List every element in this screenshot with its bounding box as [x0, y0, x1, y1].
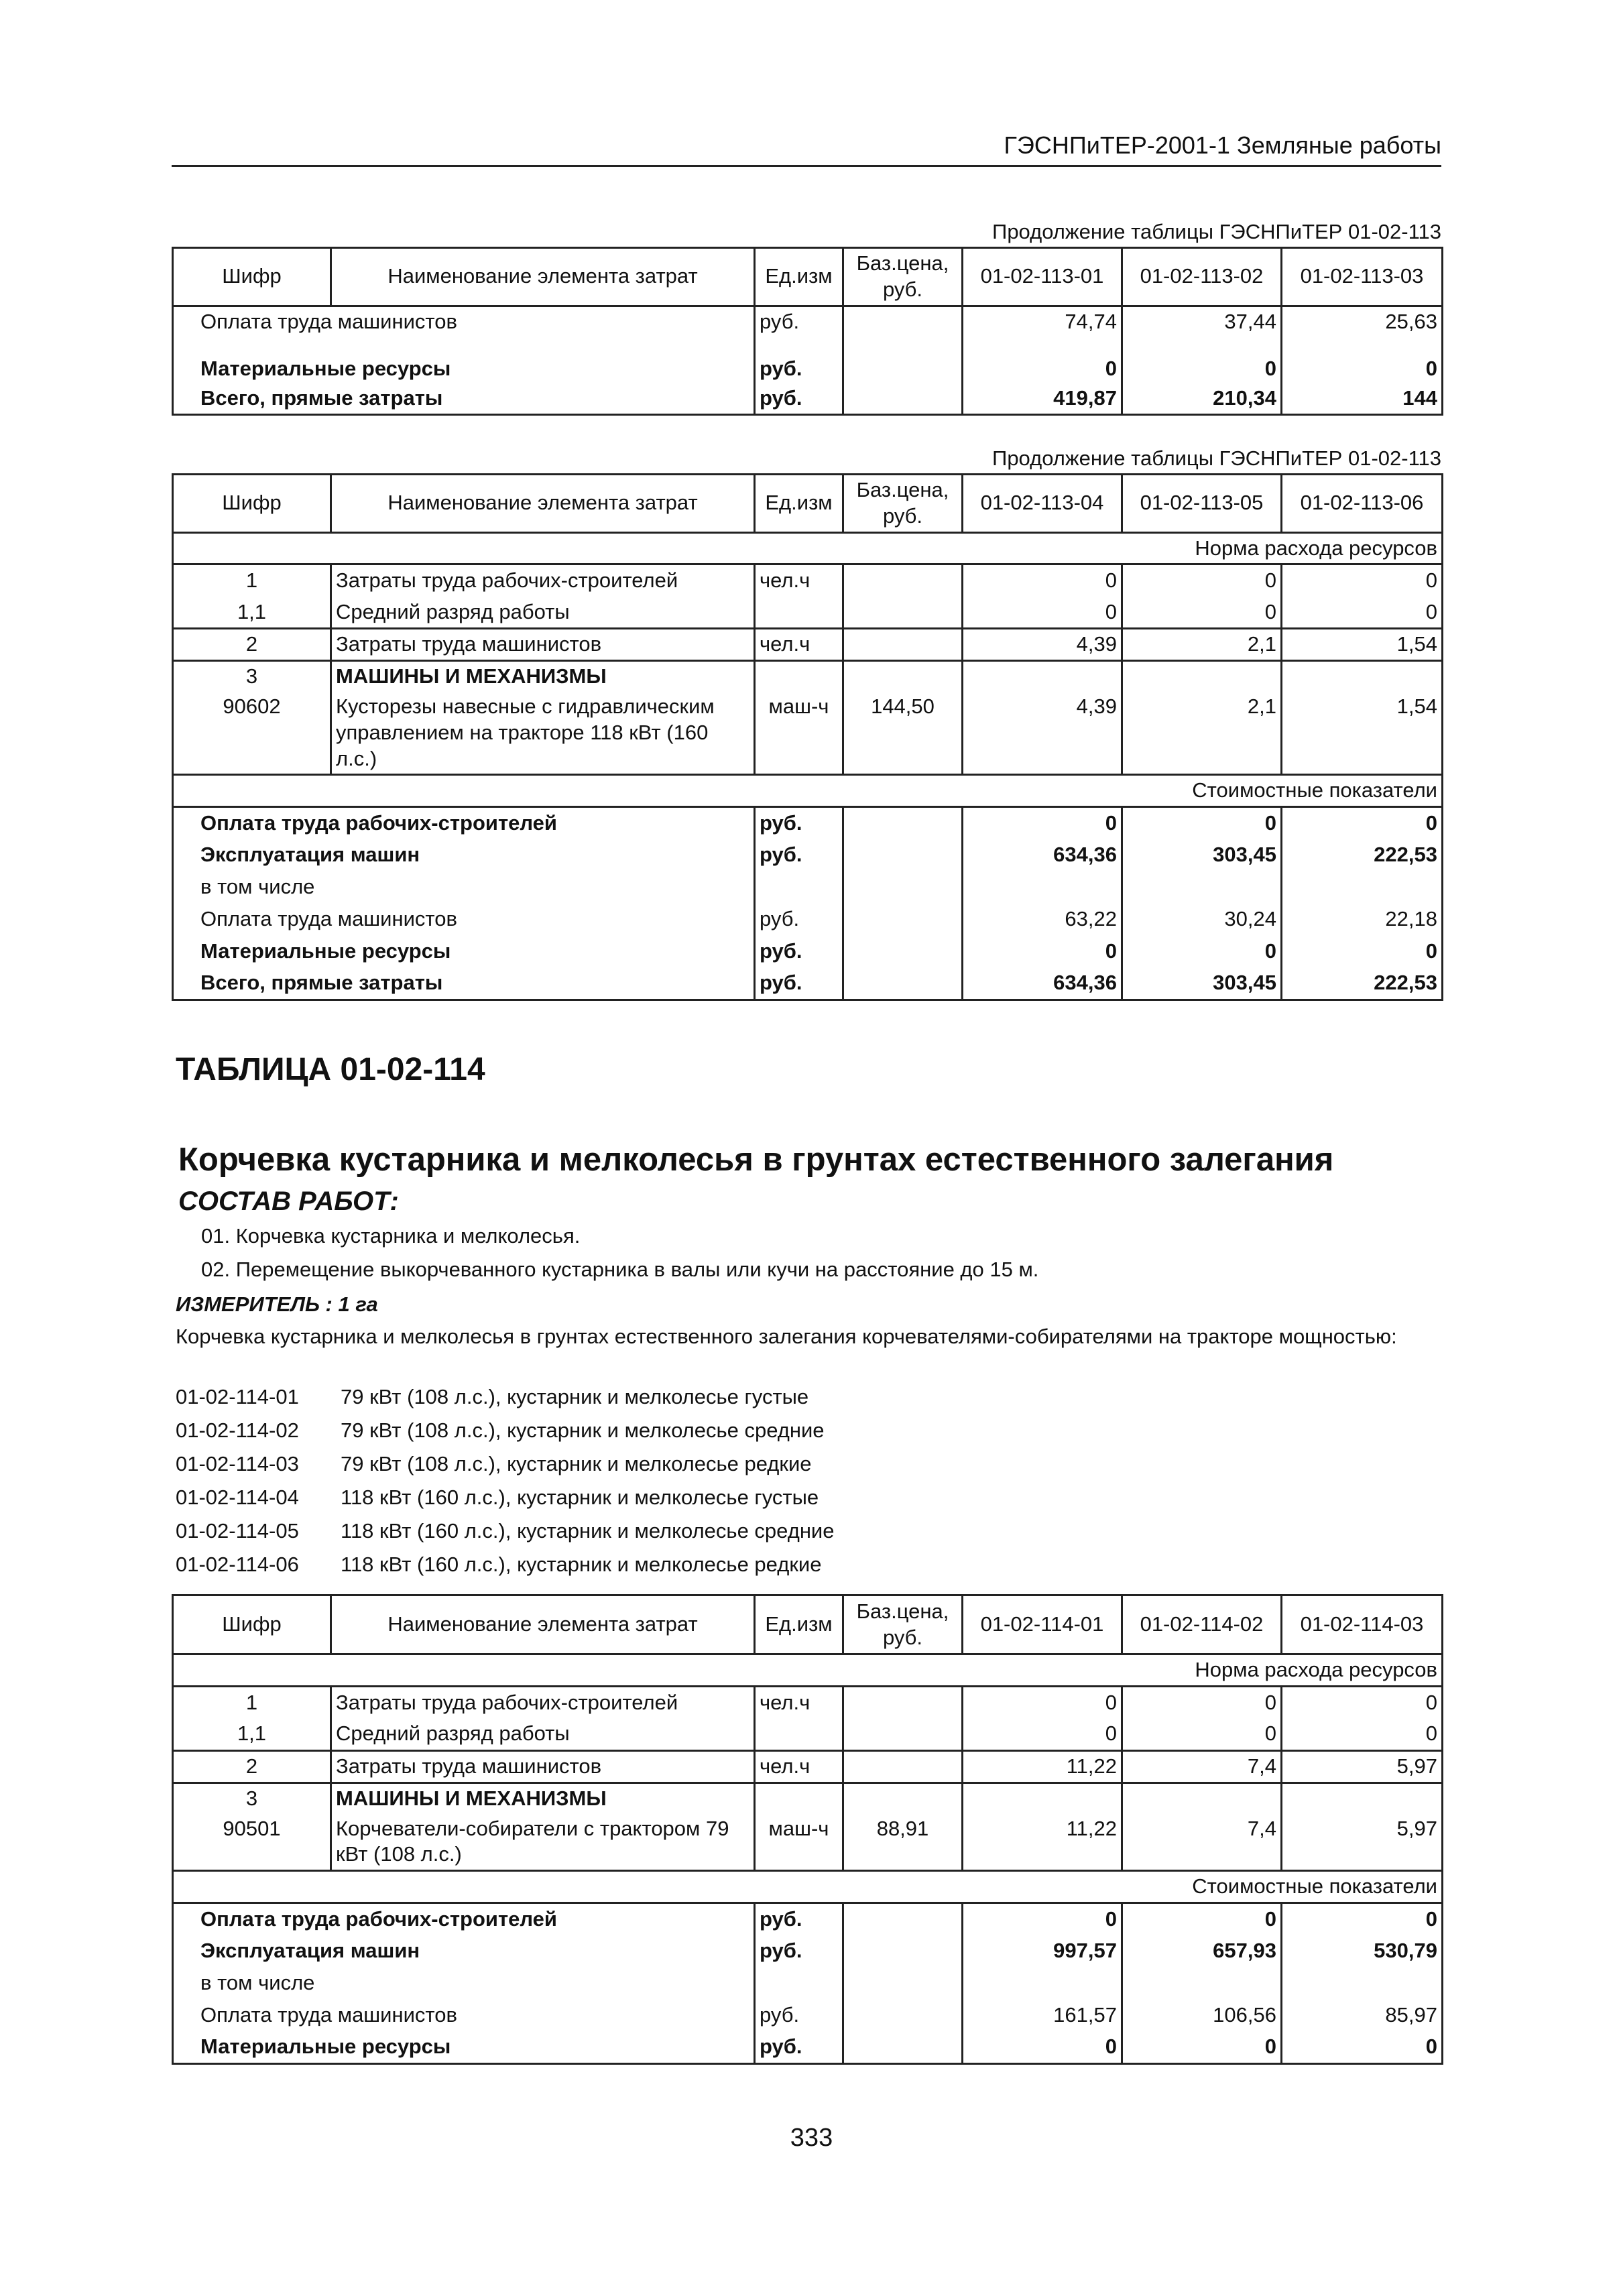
table-row — [173, 904, 1443, 936]
row-name: Средний разряд работы — [331, 1718, 755, 1750]
section-row — [173, 1654, 1443, 1687]
col-header-unit: Ед.изм — [755, 248, 843, 306]
cost-table — [172, 473, 1443, 1001]
row-value-1: 74,74 — [963, 306, 1122, 337]
row-value-1: 0 — [963, 807, 1122, 839]
code-list-item — [176, 1452, 812, 1476]
table-header-row — [173, 248, 1443, 306]
col-header-c2: 01-02-113-02 — [1122, 248, 1282, 306]
row-value-1: 634,36 — [963, 968, 1122, 1000]
table-caption: Продолжение таблицы ГЭСНПиТЕР 01-02-113 — [992, 446, 1441, 470]
row-value-1: 4,39 — [963, 692, 1122, 775]
col-header-price: Баз.цена, руб. — [843, 475, 963, 533]
table-row — [173, 1686, 1443, 1718]
table-row — [173, 629, 1443, 661]
row-value-2: 0 — [1122, 337, 1282, 383]
row-value-2: 0 — [1122, 1718, 1282, 1750]
code-text: 79 кВт (108 л.с.), кустарник и мелколесье средние — [341, 1418, 825, 1442]
row-unit: руб. — [755, 1999, 843, 2031]
row-value-1: 997,57 — [963, 1935, 1122, 1967]
col-header-price: Баз.цена, руб. — [843, 248, 963, 306]
table-row — [173, 692, 1443, 775]
table-row — [173, 1999, 1443, 2031]
row-value-2: 0 — [1122, 1686, 1282, 1718]
col-header-name: Наименование элемента затрат — [331, 248, 755, 306]
row-value-1: 419,87 — [963, 383, 1122, 414]
code: 01-02-114-02 — [176, 1418, 299, 1442]
row-value-2: 0 — [1122, 1902, 1282, 1935]
section-row — [173, 1871, 1443, 1903]
row-unit: чел.ч — [755, 629, 843, 661]
row-value-2: 0 — [1122, 936, 1282, 968]
row-unit: руб. — [755, 1935, 843, 1967]
row-name: Оплата труда машинистов — [173, 904, 755, 936]
row-value-1: 0 — [963, 597, 1122, 629]
row-name: МАШИНЫ И МЕХАНИЗМЫ — [331, 1783, 755, 1813]
col-header-c1: 01-02-114-01 — [963, 1595, 1122, 1654]
row-name: в том числе — [173, 1967, 755, 1999]
row-value-2: 210,34 — [1122, 383, 1282, 414]
description: Корчевка кустарника и мелколесья в грунтах естественного залегания корчевателями-собирателями на тракторе мощностью: — [176, 1325, 1397, 1348]
row-name: Затраты труда машинистов — [331, 629, 755, 661]
table-row — [173, 2031, 1443, 2063]
code-text: 118 кВт (160 л.с.), кустарник и мелколесье редкие — [341, 1553, 822, 1576]
col-header-c3: 01-02-113-06 — [1282, 475, 1443, 533]
table-row — [173, 661, 1443, 692]
norm-label: Норма расхода ресурсов — [173, 1654, 1443, 1687]
col-header-c3: 01-02-114-03 — [1282, 1595, 1443, 1654]
code: 01-02-114-05 — [176, 1519, 299, 1543]
code-text: 118 кВт (160 л.с.), кустарник и мелколесье густые — [341, 1486, 819, 1509]
col-header-c3: 01-02-113-03 — [1282, 248, 1443, 306]
row-value-3: 530,79 — [1282, 1935, 1443, 1967]
section-title: Корчевка кустарника и мелколесья в грунтах естественного залегания — [178, 1142, 1334, 1178]
row-value-3: 22,18 — [1282, 904, 1443, 936]
row-unit: чел.ч — [755, 1686, 843, 1718]
row-value-1: 0 — [963, 1902, 1122, 1935]
row-name: Оплата труда машинистов — [173, 306, 755, 337]
row-unit: руб. — [755, 936, 843, 968]
row-value-3: 1,54 — [1282, 629, 1443, 661]
work-item: 01. Корчевка кустарника и мелколесья. — [201, 1224, 581, 1248]
cost-label: Стоимостные показатели — [173, 775, 1443, 807]
table-row — [173, 839, 1443, 871]
table-header-row — [173, 1595, 1443, 1654]
row-value-1: 4,39 — [963, 629, 1122, 661]
code: 01-02-114-01 — [176, 1385, 299, 1408]
row-value-3: 0 — [1282, 936, 1443, 968]
code: 01-02-114-04 — [176, 1486, 299, 1509]
code-text: 79 кВт (108 л.с.), кустарник и мелколесье густые — [341, 1385, 809, 1408]
sostav-heading: СОСТАВ РАБОТ: — [178, 1187, 399, 1216]
row-code: 90501 — [173, 1814, 331, 1871]
row-value-3: 222,53 — [1282, 839, 1443, 871]
row-value-2: 30,24 — [1122, 904, 1282, 936]
row-name: Материальные ресурсы — [173, 936, 755, 968]
row-unit: руб. — [755, 306, 843, 337]
row-name: Корчеватели-собиратели с трактором 79 кВт (108 л.с.) — [331, 1814, 755, 1871]
row-value-1: 0 — [963, 337, 1122, 383]
table-row — [173, 807, 1443, 839]
row-price: 144,50 — [843, 692, 963, 775]
row-value-2: 303,45 — [1122, 968, 1282, 1000]
row-unit: руб. — [755, 839, 843, 871]
col-header-code: Шифр — [173, 475, 331, 533]
row-name: Затраты труда рабочих-строителей — [331, 564, 755, 597]
row-name: Эксплуатация машин — [173, 839, 755, 871]
code: 01-02-114-06 — [176, 1553, 299, 1576]
table-113-part1 — [172, 220, 1441, 416]
row-value-3: 5,97 — [1282, 1814, 1443, 1871]
row-value-1: 63,22 — [963, 904, 1122, 936]
row-value-3: 0 — [1282, 1718, 1443, 1750]
work-item: 02. Перемещение выкорчеванного кустарника в валы или кучи на расстояние до 15 м. — [201, 1258, 1039, 1281]
row-name: Оплата труда рабочих-строителей — [173, 807, 755, 839]
row-value-3: 0 — [1282, 337, 1443, 383]
row-value-1: 0 — [963, 2031, 1122, 2063]
code-list-item — [176, 1553, 821, 1577]
row-name: Материальные ресурсы — [173, 337, 755, 383]
row-value-3: 0 — [1282, 564, 1443, 597]
row-name: в том числе — [173, 871, 755, 904]
row-value-1: 11,22 — [963, 1814, 1122, 1871]
table-row — [173, 1718, 1443, 1750]
table-row — [173, 1967, 1443, 1999]
row-unit: руб. — [755, 807, 843, 839]
row-value-2: 0 — [1122, 564, 1282, 597]
row-value-3: 222,53 — [1282, 968, 1443, 1000]
cost-table — [172, 1594, 1443, 2065]
row-value-1: 0 — [963, 1686, 1122, 1718]
row-value-2: 0 — [1122, 597, 1282, 629]
row-value-3: 0 — [1282, 1686, 1443, 1718]
page-header: ГЭСНПиТЕР-2001-1 Земляные работы — [172, 131, 1441, 167]
norm-label: Норма расхода ресурсов — [173, 532, 1443, 564]
table-caption: Продолжение таблицы ГЭСНПиТЕР 01-02-113 — [992, 220, 1441, 243]
table-row — [173, 1902, 1443, 1935]
row-unit: руб. — [755, 1902, 843, 1935]
col-header-c1: 01-02-113-01 — [963, 248, 1122, 306]
table-row — [173, 968, 1443, 1000]
row-value-1: 0 — [963, 1718, 1122, 1750]
row-name: Всего, прямые затраты — [173, 968, 755, 1000]
table-header-row — [173, 475, 1443, 533]
code: 01-02-114-03 — [176, 1452, 299, 1475]
row-unit: маш-ч — [755, 1814, 843, 1871]
row-unit: маш-ч — [755, 692, 843, 775]
col-header-unit: Ед.изм — [755, 475, 843, 533]
table-114 — [172, 1594, 1441, 2065]
row-code: 2 — [173, 629, 331, 661]
page-number: 333 — [790, 2124, 833, 2152]
row-value-2: 2,1 — [1122, 629, 1282, 661]
row-name: Оплата труда рабочих-строителей — [173, 1902, 755, 1935]
code-text: 79 кВт (108 л.с.), кустарник и мелколесье редкие — [341, 1452, 812, 1475]
col-header-code: Шифр — [173, 248, 331, 306]
row-code: 3 — [173, 1783, 331, 1813]
row-value-3: 1,54 — [1282, 692, 1443, 775]
code-list-item — [176, 1418, 825, 1443]
cost-table — [172, 247, 1443, 416]
table-row — [173, 1750, 1443, 1783]
row-name: Оплата труда машинистов — [173, 1999, 755, 2031]
row-name: Всего, прямые затраты — [173, 383, 755, 414]
row-value-1: 634,36 — [963, 839, 1122, 871]
row-unit: руб. — [755, 337, 843, 383]
table-row — [173, 1783, 1443, 1813]
row-value-2: 7,4 — [1122, 1814, 1282, 1871]
row-name: Материальные ресурсы — [173, 2031, 755, 2063]
row-name: Эксплуатация машин — [173, 1935, 755, 1967]
table-row — [173, 1935, 1443, 1967]
row-value-3: 144 — [1282, 383, 1443, 414]
code-list-item — [176, 1519, 835, 1543]
row-name: МАШИНЫ И МЕХАНИЗМЫ — [331, 661, 755, 692]
code-list-item — [176, 1385, 808, 1409]
measure-label: ИЗМЕРИТЕЛЬ : 1 га — [176, 1292, 378, 1316]
row-code: 1,1 — [173, 1718, 331, 1750]
row-unit: чел.ч — [755, 564, 843, 597]
row-unit: руб. — [755, 904, 843, 936]
col-header-c2: 01-02-113-05 — [1122, 475, 1282, 533]
section-row — [173, 532, 1443, 564]
code-list-item — [176, 1486, 819, 1510]
row-value-2: 0 — [1122, 2031, 1282, 2063]
col-header-code: Шифр — [173, 1595, 331, 1654]
table-113-part2 — [172, 446, 1441, 1001]
section-row — [173, 775, 1443, 807]
table-row — [173, 306, 1443, 337]
cost-label: Стоимостные показатели — [173, 1871, 1443, 1903]
table-row — [173, 936, 1443, 968]
row-value-2: 0 — [1122, 807, 1282, 839]
table-row — [173, 564, 1443, 597]
col-header-name: Наименование элемента затрат — [331, 1595, 755, 1654]
table-title: ТАБЛИЦА 01-02-114 — [176, 1052, 485, 1087]
col-header-unit: Ед.изм — [755, 1595, 843, 1654]
row-value-2: 37,44 — [1122, 306, 1282, 337]
row-value-3: 85,97 — [1282, 1999, 1443, 2031]
row-value-2: 2,1 — [1122, 692, 1282, 775]
row-value-1: 0 — [963, 564, 1122, 597]
row-value-3: 0 — [1282, 807, 1443, 839]
row-name: Кусторезы навесные с гидравлическим управлением на тракторе 118 кВт (160 л.с.) — [331, 692, 755, 775]
col-header-name: Наименование элемента затрат — [331, 475, 755, 533]
row-value-2: 106,56 — [1122, 1999, 1282, 2031]
row-code: 90602 — [173, 692, 331, 775]
col-header-c2: 01-02-114-02 — [1122, 1595, 1282, 1654]
table-row — [173, 1814, 1443, 1871]
col-header-c1: 01-02-113-04 — [963, 475, 1122, 533]
row-code: 1 — [173, 1686, 331, 1718]
row-value-3: 0 — [1282, 597, 1443, 629]
row-value-3: 0 — [1282, 1902, 1443, 1935]
row-value-3: 25,63 — [1282, 306, 1443, 337]
row-value-3: 5,97 — [1282, 1750, 1443, 1783]
row-name: Средний разряд работы — [331, 597, 755, 629]
row-price: 88,91 — [843, 1814, 963, 1871]
code-text: 118 кВт (160 л.с.), кустарник и мелколесье средние — [341, 1519, 835, 1543]
row-value-2: 657,93 — [1122, 1935, 1282, 1967]
table-row — [173, 383, 1443, 414]
row-value-2: 7,4 — [1122, 1750, 1282, 1783]
row-unit: чел.ч — [755, 1750, 843, 1783]
row-code: 3 — [173, 661, 331, 692]
row-code: 1 — [173, 564, 331, 597]
row-value-1: 161,57 — [963, 1999, 1122, 2031]
col-header-price: Баз.цена, руб. — [843, 1595, 963, 1654]
row-value-1: 0 — [963, 936, 1122, 968]
table-row — [173, 337, 1443, 383]
row-unit: руб. — [755, 968, 843, 1000]
table-row — [173, 597, 1443, 629]
row-code: 1,1 — [173, 597, 331, 629]
row-value-1: 11,22 — [963, 1750, 1122, 1783]
row-unit: руб. — [755, 2031, 843, 2063]
row-value-3: 0 — [1282, 2031, 1443, 2063]
row-name: Затраты труда рабочих-строителей — [331, 1686, 755, 1718]
table-row — [173, 871, 1443, 904]
row-code: 2 — [173, 1750, 331, 1783]
row-name: Затраты труда машинистов — [331, 1750, 755, 1783]
row-unit: руб. — [755, 383, 843, 414]
row-value-2: 303,45 — [1122, 839, 1282, 871]
